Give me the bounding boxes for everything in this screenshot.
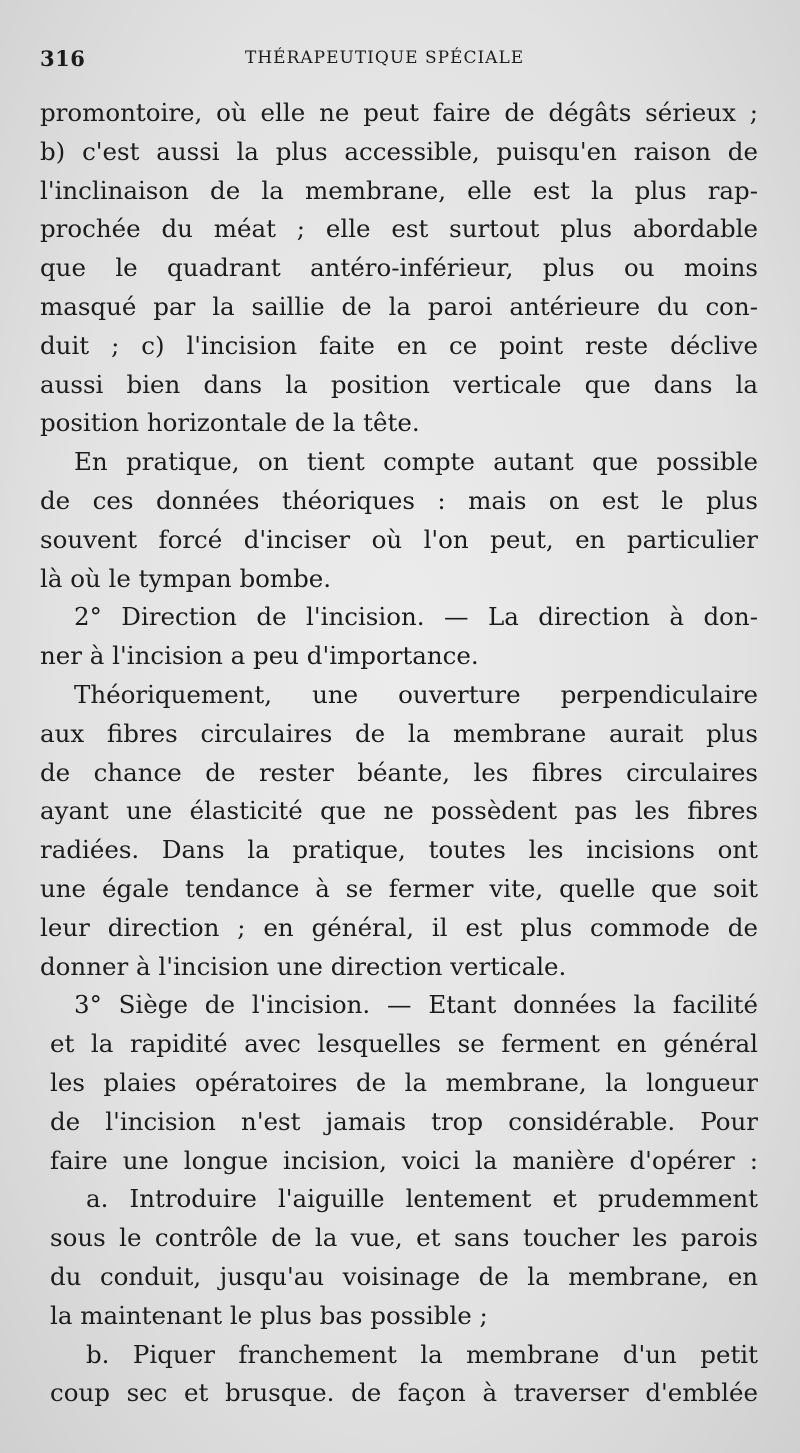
text-line: aussi bien dans la position verticale que dans la — [40, 369, 758, 399]
text-line: faire une longue incision, voici la manière d'opérer : — [50, 1145, 758, 1175]
text-line: donner à l'incision une direction verticale. — [40, 951, 567, 981]
text-line: leur direction ; en général, il est plus commode de — [40, 912, 758, 942]
text-line: duit ; c) l'incision faite en ce point reste déclive — [40, 330, 758, 360]
text-line: les plaies opératoires de la membrane, la longueur — [50, 1067, 758, 1097]
text-line: b) c'est aussi la plus accessible, puisqu'en raison de — [40, 136, 758, 166]
text-line: 2° Direction de l'incision. — La direction à don- — [74, 602, 758, 632]
text-line: de l'incision n'est jamais trop considérable. Pour — [50, 1106, 758, 1136]
text-line: sous le contrôle de la vue, et sans toucher les parois — [50, 1223, 758, 1253]
text-line: ner à l'incision a peu d'importance. — [40, 641, 479, 671]
page-header — [40, 38, 760, 78]
text-line: une égale tendance à se fermer vite, quelle que soit — [40, 873, 758, 903]
text-line: et la rapidité avec lesquelles se ferment en général — [50, 1029, 758, 1059]
running-head: THÉRAPEUTIQUE SPÉCIALE — [245, 48, 525, 68]
text-line: que le quadrant antéro-inférieur, plus ou moins — [40, 253, 758, 283]
text-line: masqué par la saillie de la paroi antérieure du con- — [40, 291, 758, 321]
text-line: la maintenant le plus bas possible ; — [50, 1300, 488, 1330]
text-line: souvent forcé d'inciser où l'on peut, en particulier — [40, 524, 758, 554]
text-line: b. Piquer franchement la membrane d'un petit — [86, 1339, 758, 1369]
text-line: coup sec et brusque. de façon à traverser d'emblée — [50, 1378, 758, 1408]
page-number: 316 — [40, 45, 86, 71]
text-line: ayant une élasticité que ne possèdent pas les fibres — [40, 796, 758, 826]
text-line: du conduit, jusqu'au voisinage de la membrane, en — [50, 1261, 758, 1291]
text-line: radiées. Dans la pratique, toutes les incisions ont — [40, 835, 758, 865]
body-text — [40, 94, 758, 1413]
text-line: 3° Siège de l'incision. — Etant données la facilité — [74, 990, 758, 1020]
text-line: aux fibres circulaires de la membrane aurait plus — [40, 718, 758, 748]
text-line: Théoriquement, une ouverture perpendiculaire — [74, 679, 758, 709]
text-line: là où le tympan bombe. — [40, 563, 332, 593]
text-line: prochée du méat ; elle est surtout plus abordable — [40, 214, 758, 244]
text-line: promontoire, où elle ne peut faire de dégâts sérieux ; — [40, 98, 758, 127]
text-line: a. Introduire l'aiguille lentement et prudemment — [86, 1184, 758, 1214]
text-line: En pratique, on tient compte autant que possible — [74, 447, 758, 477]
text-line: l'inclinaison de la membrane, elle est la plus rap- — [40, 175, 758, 205]
text-line: de chance de rester béante, les fibres circulaires — [40, 757, 758, 787]
text-line: de ces données théoriques : mais on est le plus — [40, 485, 758, 515]
text-line: position horizontale de la tête. — [40, 408, 420, 438]
